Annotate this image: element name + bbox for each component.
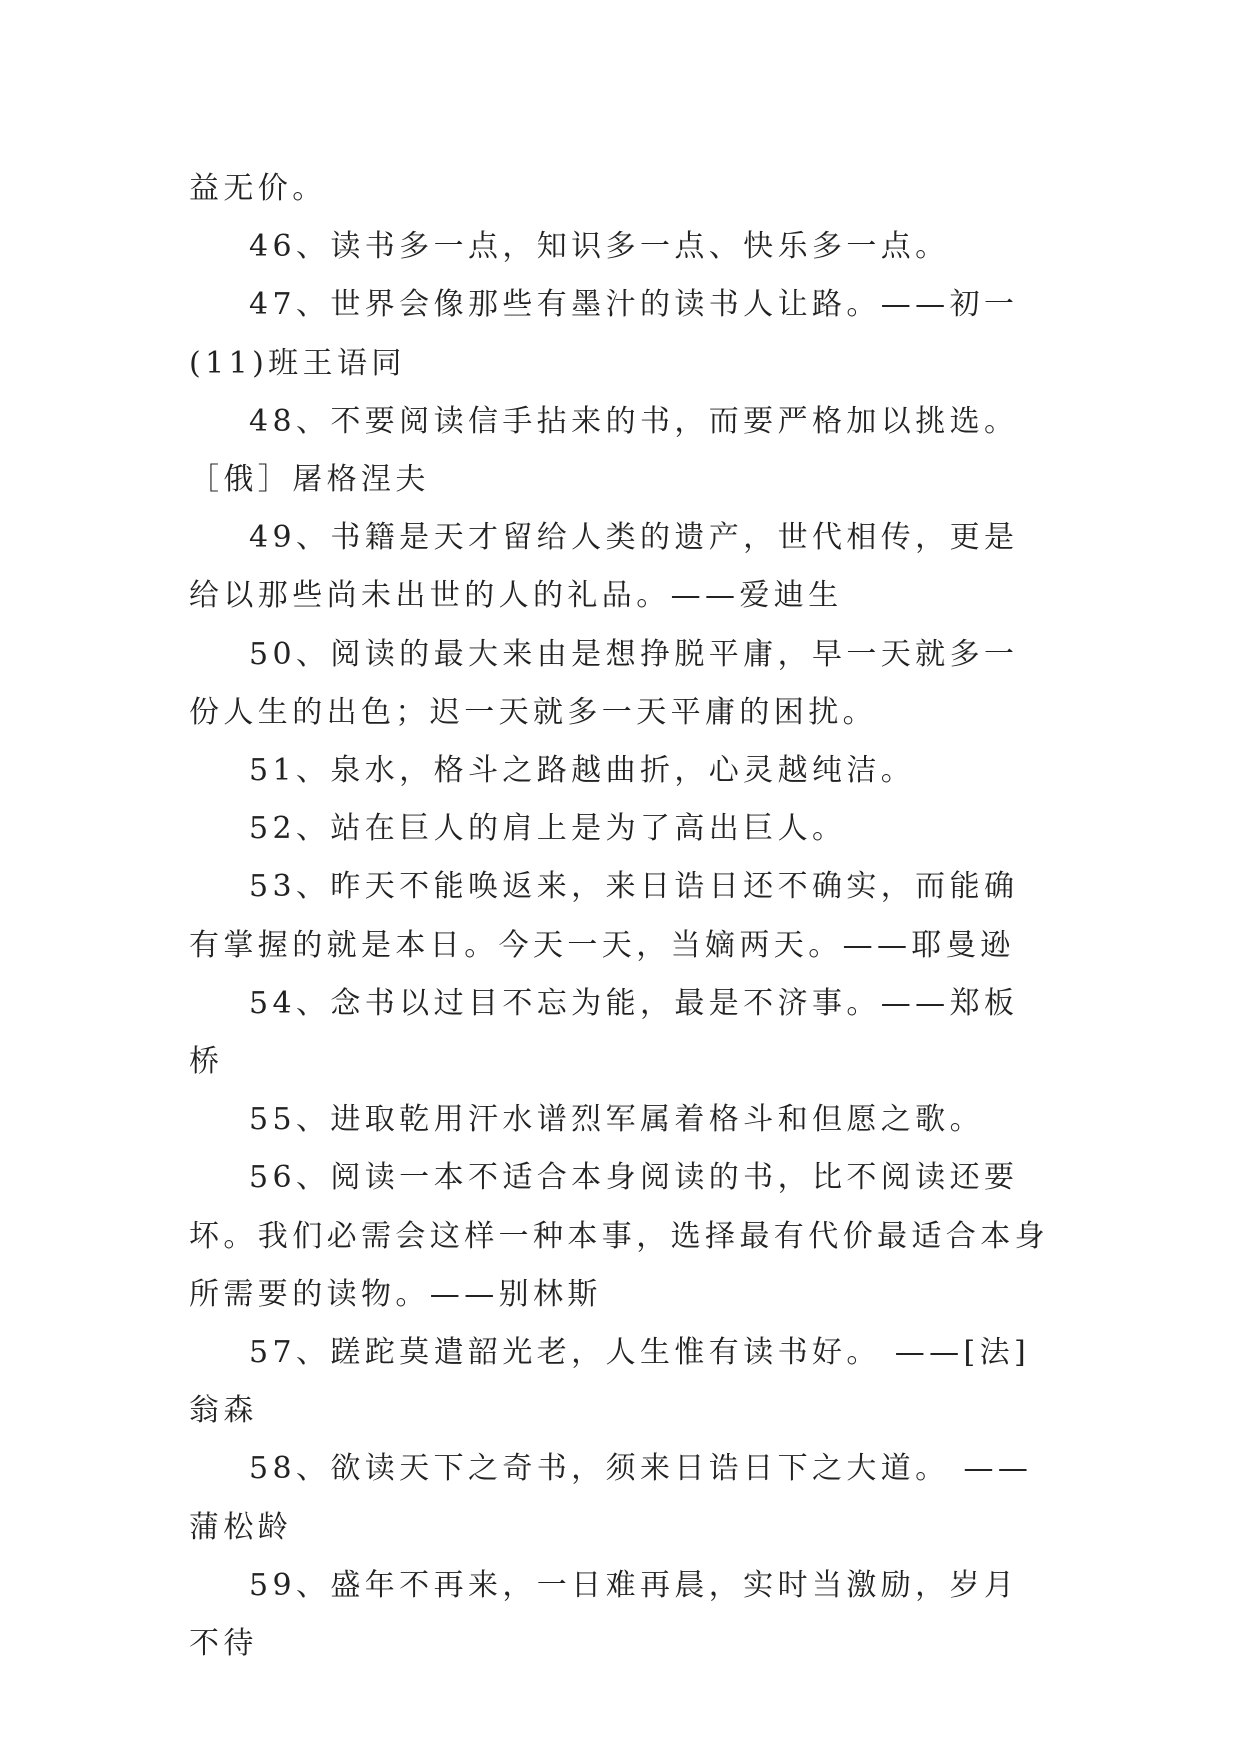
paragraph: 59、盛年不再来，一日难再晨，实时当激励，岁月不待 xyxy=(189,1567,1019,1662)
paragraph: 益无价。 xyxy=(189,171,327,206)
document-body xyxy=(189,160,1051,1673)
paragraph: 50、阅读的最大来由是想挣脱平庸，早一天就多一份人生的出色；迟一天就多一天平庸的困扰。 xyxy=(189,636,1019,730)
paragraph: 54、念书以过目不忘为能，最是不济事。——郑板桥 xyxy=(189,985,1019,1080)
paragraph: 49、书籍是天才留给人类的遗产，世代相传，更是给以那些尚未出世的人的礼品。——爱迪生 xyxy=(189,520,1019,614)
paragraph: 52、站在巨人的肩上是为了高出巨人。 xyxy=(249,811,847,847)
paragraph: 53、昨天不能唤返来，来日诰日还不确实，而能确有掌握的就是本日。今天一天，当嫡两天。——耶曼逊 xyxy=(189,869,1019,963)
paragraph: 58、欲读天下之奇书，须来日诰日下之大道。 ——蒲松龄 xyxy=(189,1451,1033,1545)
paragraph: 57、蹉跎莫遣韶光老，人生惟有读书好。 ——[法]翁森 xyxy=(189,1335,1031,1429)
paragraph: 47、世界会像那些有墨汁的读书人让路。——初一(11)班王语同 xyxy=(189,287,1019,381)
paragraph: 56、阅读一本不适合本身阅读的书，比不阅读还要坏。我们必需会这样一种本事，选择最有代价最适合本身所需要的读物。——别林斯 xyxy=(189,1160,1049,1312)
paragraph: 48、不要阅读信手拈来的书，而要严格加以挑选。［俄］屠格涅夫 xyxy=(189,403,1019,498)
paragraph: 55、进取乾用汗水谱烈军属着格斗和但愿之歌。 xyxy=(249,1102,984,1138)
paragraph: 51、泉水，格斗之路越曲折，心灵越纯洁。 xyxy=(249,753,916,789)
paragraph: 46、读书多一点，知识多一点、快乐多一点。 xyxy=(249,229,950,265)
